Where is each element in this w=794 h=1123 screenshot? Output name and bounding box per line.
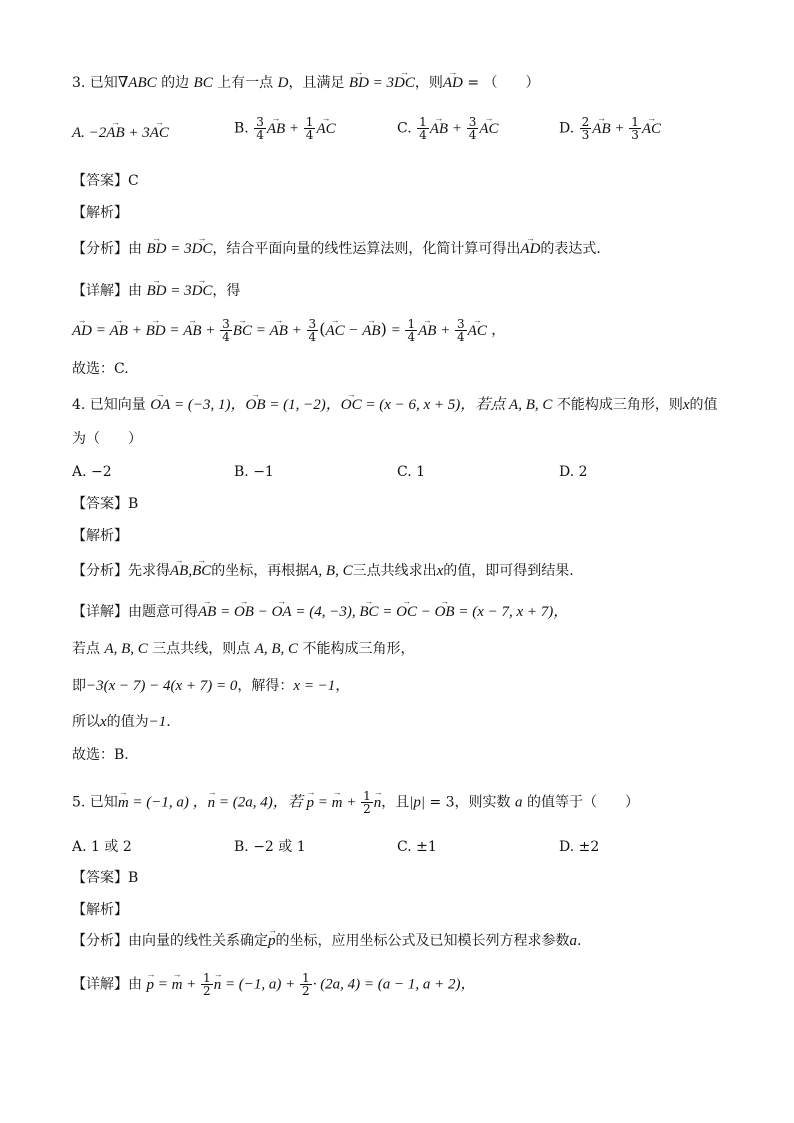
denominator: 4 xyxy=(308,330,317,344)
vector: → AB xyxy=(267,120,285,138)
denominator: 4 xyxy=(419,128,427,142)
text: ，结合平面向量的线性运算法则，化简计算可得出 xyxy=(212,241,521,257)
text: 若点 xyxy=(72,641,105,657)
vector: → AB xyxy=(362,322,380,340)
vector: → OC xyxy=(396,603,417,621)
text: 的边 xyxy=(156,75,194,91)
q3-analysis-heading: 【解析】 xyxy=(72,205,128,221)
math: A, B, C xyxy=(509,397,553,413)
text: 【分析】先求得 xyxy=(72,563,170,579)
q4-stem xyxy=(72,396,718,414)
math: · (2a, 4) = (a − 1, a + 2)， xyxy=(312,976,476,993)
math: − xyxy=(344,322,363,339)
q3-option-a xyxy=(72,124,169,142)
math: + xyxy=(448,120,466,137)
math: = xyxy=(314,794,332,811)
math: BC xyxy=(193,75,213,91)
q4-line2 xyxy=(72,640,415,658)
math: = (x − 7, x + 7)， xyxy=(454,604,569,620)
math: , xyxy=(188,563,193,579)
q5-analysis xyxy=(72,932,581,950)
vector: → AC xyxy=(325,322,344,340)
denominator: 2 xyxy=(203,984,211,998)
math: − xyxy=(253,604,272,620)
fraction xyxy=(455,318,467,343)
text: 的表达式. xyxy=(540,241,601,257)
text: ，且满足 xyxy=(288,75,349,91)
text: ， xyxy=(486,322,506,339)
text: 即 xyxy=(72,678,86,694)
fraction xyxy=(405,318,417,343)
fraction xyxy=(254,116,266,141)
math: x xyxy=(100,714,107,730)
text: 3. 已知 xyxy=(72,75,118,91)
vector: → DC xyxy=(192,240,213,258)
math: = xyxy=(92,322,110,339)
math: = (2a, 4)，若 xyxy=(215,794,307,811)
numerator: 1 xyxy=(407,317,416,331)
math: = (1, −2)， xyxy=(265,397,341,413)
text: = （ ） xyxy=(462,75,540,91)
math: = (4, −3), xyxy=(291,604,360,620)
math: x = −1 xyxy=(293,678,336,694)
vector: → BD xyxy=(146,322,166,340)
numerator: 3 xyxy=(256,115,264,129)
paren: ( xyxy=(319,319,326,339)
denominator: 4 xyxy=(457,330,465,344)
text: 【详解】由 xyxy=(72,976,147,993)
fraction xyxy=(201,972,213,997)
math: + xyxy=(201,322,220,339)
fraction xyxy=(220,318,232,343)
math: D xyxy=(277,75,289,91)
math: = (−3, 1)， xyxy=(170,397,246,413)
q5-option-a: A. 1 或 2 xyxy=(72,839,132,855)
text: 的值等于（ ） xyxy=(522,794,639,811)
fraction xyxy=(629,116,641,141)
text: 的坐标，应用坐标公式及已知模长列方程求参数 xyxy=(275,933,570,949)
paren: ) xyxy=(380,319,387,339)
text: 的值为 xyxy=(106,714,149,730)
vector: → BC xyxy=(233,322,252,340)
vector: → OA xyxy=(272,603,292,621)
vector: → OB xyxy=(435,603,455,621)
q3-option-b xyxy=(234,116,336,141)
math: + xyxy=(285,120,303,137)
math: A, B, C xyxy=(254,641,299,657)
fraction xyxy=(417,116,429,141)
text: 三点共线求出 xyxy=(352,563,437,579)
text: = 3，则实数 xyxy=(425,794,516,811)
vector: → BC xyxy=(359,603,378,621)
q4-line4 xyxy=(72,713,171,731)
fraction xyxy=(307,318,319,343)
vector: → AD xyxy=(443,74,463,92)
math: ABC xyxy=(128,75,157,91)
text: ，得 xyxy=(212,283,241,299)
math: x xyxy=(436,563,444,579)
numerator: 1 xyxy=(631,115,639,129)
numerator: 1 xyxy=(363,789,371,803)
math: + xyxy=(127,322,146,339)
math: = xyxy=(386,322,405,339)
vector: → AC xyxy=(316,120,335,138)
q5-answer: 【答案】B xyxy=(72,870,139,886)
text: . xyxy=(577,933,582,949)
vector: → AB xyxy=(592,120,610,138)
math: + xyxy=(287,322,306,339)
denominator: 2 xyxy=(302,984,310,998)
text: 【分析】由向量的线性关系确定 xyxy=(72,933,268,949)
vector: → m xyxy=(332,794,343,812)
numerator: 3 xyxy=(222,317,230,331)
vector: → m xyxy=(118,794,129,812)
vector: → n xyxy=(214,976,222,994)
vector: → OB xyxy=(234,603,254,621)
q4-analysis-heading: 【解析】 xyxy=(72,528,128,544)
vector: → AC xyxy=(468,322,487,340)
math: a xyxy=(569,933,577,949)
q3-option-c xyxy=(397,116,499,141)
q3-answer: 【答案】C xyxy=(72,173,139,189)
vector: → p xyxy=(268,932,276,950)
q4-option-d: D. 2 xyxy=(559,464,588,480)
q5-analysis-heading: 【解析】 xyxy=(72,902,128,918)
vector: → n xyxy=(208,794,216,812)
q3-stem xyxy=(72,74,540,92)
fraction xyxy=(467,116,479,141)
text: C. xyxy=(397,120,417,137)
vector: → AD xyxy=(72,322,92,340)
math: = (−1, a) ， xyxy=(128,794,208,811)
vector: → AC xyxy=(150,124,169,142)
fraction xyxy=(361,790,373,815)
q4-option-b: B. −1 xyxy=(234,464,274,480)
math: = 3 xyxy=(166,283,192,299)
math: A, B, C xyxy=(104,641,148,657)
text: 【详解】由题意可得 xyxy=(72,604,198,620)
vector: → AB xyxy=(106,124,124,142)
text: 不能构成三角形，则 xyxy=(552,397,683,413)
q4-option-c: C. 1 xyxy=(397,464,426,480)
q5-option-d: D. ±2 xyxy=(559,839,600,855)
math: = xyxy=(251,322,270,339)
vector: → BC xyxy=(192,562,211,580)
q4-stem-continued: 为（ ） xyxy=(72,431,142,447)
q5-stem xyxy=(72,790,639,815)
vector: → n xyxy=(374,794,382,812)
math: a xyxy=(515,794,523,811)
numerator: 1 xyxy=(305,115,314,129)
math: + xyxy=(610,120,629,137)
vector: → OC xyxy=(341,396,362,414)
denominator: 3 xyxy=(631,128,639,142)
numerator: 1 xyxy=(203,971,211,985)
q5-option-b: B. −2 或 1 xyxy=(234,839,306,855)
text: D. xyxy=(559,120,579,137)
math: −3(x − 7) − 4(x + 7) = 0 xyxy=(86,678,238,694)
vector: → AB xyxy=(270,322,288,340)
denominator: 4 xyxy=(305,128,314,142)
q5-detail xyxy=(72,972,476,997)
vector: → BD xyxy=(349,74,369,92)
math: A. −2 xyxy=(72,125,107,141)
numerator: 3 xyxy=(457,317,465,331)
numerator: 1 xyxy=(302,971,310,985)
fraction xyxy=(304,116,316,141)
q4-answer: 【答案】B xyxy=(72,496,139,512)
math: −1 xyxy=(148,714,167,730)
math: + xyxy=(182,976,201,993)
denominator: 2 xyxy=(363,802,371,816)
math: + xyxy=(342,794,361,811)
text: B. xyxy=(234,120,254,137)
text: 的值 xyxy=(689,397,718,413)
q3-detail xyxy=(72,282,240,300)
vector: → BD xyxy=(146,240,166,258)
math: = xyxy=(165,322,184,339)
text: ，则 xyxy=(414,75,443,91)
denominator: 4 xyxy=(468,128,477,142)
text: 【详解】由 xyxy=(72,283,147,299)
numerator: 1 xyxy=(419,115,427,129)
vector: → AB xyxy=(183,322,201,340)
text: 不能构成三角形， xyxy=(298,641,415,657)
vector: → OB xyxy=(246,396,266,414)
vector: → AB xyxy=(198,603,216,621)
math: − xyxy=(416,604,435,620)
text: 上有一点 xyxy=(212,75,278,91)
vector: → DC xyxy=(192,282,213,300)
q4-analysis xyxy=(72,562,574,580)
math: = xyxy=(378,604,397,620)
denominator: 4 xyxy=(256,128,264,142)
text: 所以 xyxy=(72,714,100,730)
vector: → DC xyxy=(394,74,415,92)
math: + xyxy=(436,322,455,339)
numerator: 3 xyxy=(308,317,317,331)
vector: → OA xyxy=(150,396,170,414)
vector: → AD xyxy=(520,240,540,258)
text: 三点共线，则点 xyxy=(147,641,255,657)
math: A, B, C xyxy=(309,563,353,579)
text: 5. 已知 xyxy=(72,794,118,811)
text: 的坐标，再根据 xyxy=(211,563,310,579)
numerator: 3 xyxy=(468,115,477,129)
math: x xyxy=(682,397,690,413)
math: + 3 xyxy=(124,125,150,141)
q4-line3 xyxy=(72,677,349,695)
math: = 3 xyxy=(368,75,395,91)
q4-option-a: A. −2 xyxy=(72,464,112,480)
text: . xyxy=(166,714,171,730)
text: ，解得： xyxy=(237,678,294,694)
fraction xyxy=(580,116,592,141)
math: = xyxy=(153,976,172,993)
math: = xyxy=(216,604,234,620)
text: 的值，即可得到结果. xyxy=(443,563,574,579)
vector: → p xyxy=(146,976,154,994)
denominator: 4 xyxy=(222,330,230,344)
vector: → AB xyxy=(430,120,448,138)
text: ，且 xyxy=(381,794,410,811)
q3-analysis xyxy=(72,240,601,258)
vector: → BD xyxy=(146,282,166,300)
numerator: 2 xyxy=(581,115,590,129)
denominator: 3 xyxy=(581,128,590,142)
denominator: 4 xyxy=(407,330,416,344)
fraction xyxy=(300,972,312,997)
math: = (−1, a) + xyxy=(221,976,300,993)
vector: → AC xyxy=(479,120,498,138)
q4-detail xyxy=(72,603,568,621)
q3-conclusion: 故选：C. xyxy=(72,361,129,377)
vector: → m xyxy=(172,976,183,994)
text: 【分析】由 xyxy=(72,241,147,257)
q3-option-d xyxy=(559,116,661,141)
math: |p| xyxy=(409,794,426,811)
math: = 3 xyxy=(166,241,192,257)
text: ， xyxy=(335,678,350,694)
vector: → AB xyxy=(170,562,188,580)
vector: → AB xyxy=(418,322,436,340)
text: 4. 已知向量 xyxy=(72,397,151,413)
q3-derivation xyxy=(72,318,505,343)
q5-option-c: C. ±1 xyxy=(397,839,437,855)
vector: → p xyxy=(307,794,315,812)
q4-conclusion: 故选：B. xyxy=(72,747,129,763)
math: = (x − 6, x + 5)，若点 xyxy=(361,397,510,413)
vector: → AC xyxy=(642,120,661,138)
triangle-symbol: ∇ xyxy=(117,75,129,91)
vector: → AB xyxy=(110,322,128,340)
